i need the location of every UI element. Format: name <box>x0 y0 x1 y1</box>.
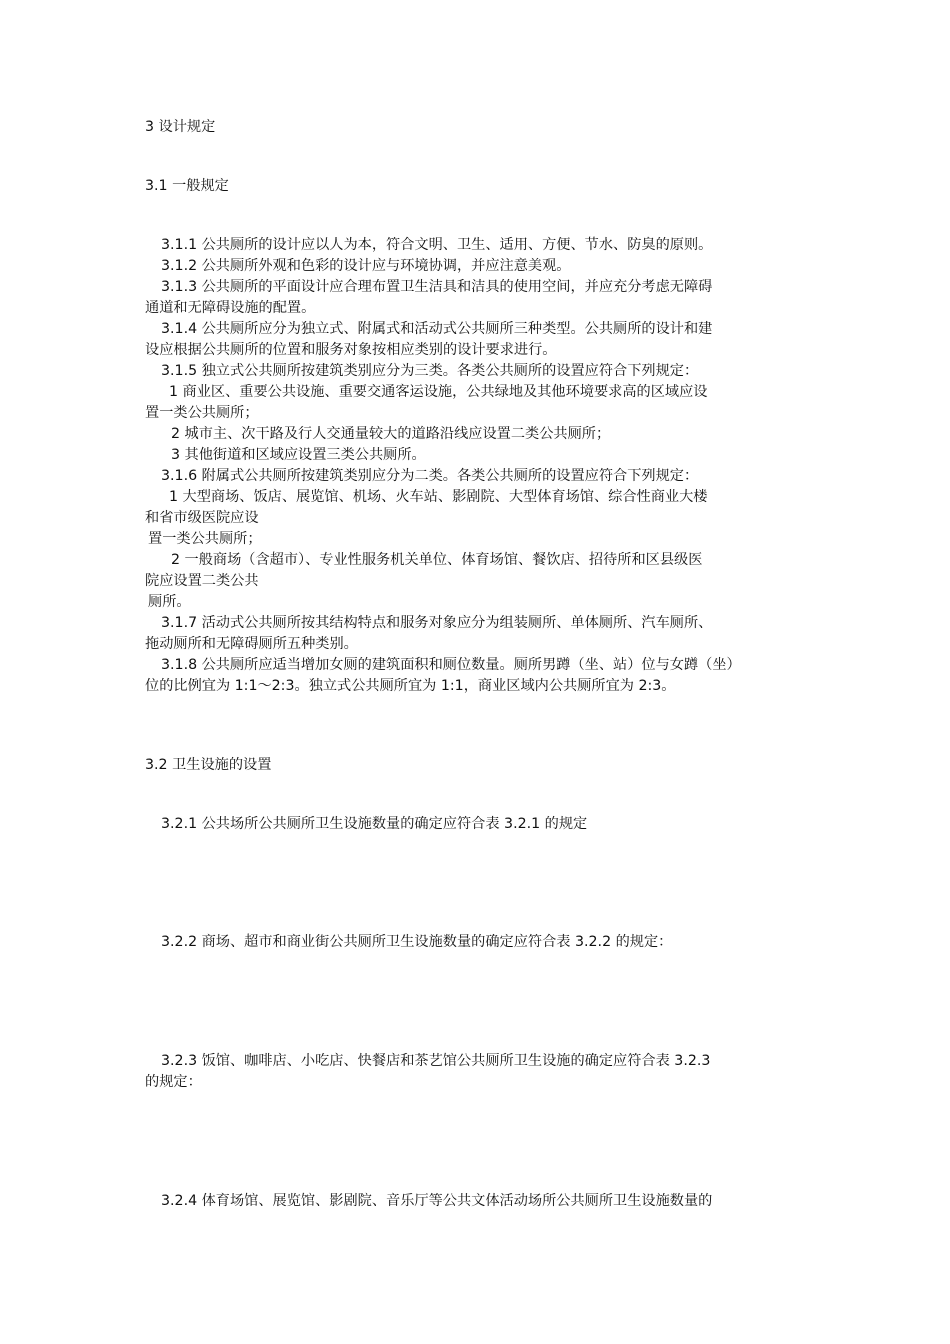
clause-3-1-5-item-2: 2 城市主、次干路及行人交通量较大的道路沿线应设置二类公共厕所； <box>171 426 611 442</box>
clause-3-2-4-text: 3.2.4 体育场馆、展览馆、影剧院、音乐厅等公共文体活动场所公共厕所卫生设施数量的 <box>161 1193 713 1209</box>
clause-3-1-8: 3.1.8 公共厕所应适当增加女厕的建筑面积和厕位数量。厕所男蹲（坐、站）位与女蹲（坐） <box>161 657 741 673</box>
clause-3-1-3-cont: 通道和无障碍设施的配置。 <box>145 300 316 316</box>
clause-3-1-2: 3.1.2 公共厕所外观和色彩的设计应与环境协调，并应注意美观。 <box>161 258 571 274</box>
clause-3-2-3-text: 3.2.3 饭馆、咖啡店、小吃店、快餐店和茶艺馆公共厕所卫生设施的确定应符合表 3.2.3 <box>161 1053 711 1069</box>
general-provisions <box>145 235 811 697</box>
section-heading-3-2: 3.2 卫生设施的设置 <box>145 757 272 773</box>
clause-3-1-5-item-1: 1 商业区、重要公共设施、重要交通客运设施，公共绿地及其他环境要求高的区域应设 <box>169 384 708 400</box>
clause-3-1-3: 3.1.3 公共厕所的平面设计应合理布置卫生洁具和洁具的使用空间，并应充分考虑无障碍 <box>161 279 713 295</box>
clause-3-2-3-cont: 的规定： <box>145 1074 202 1090</box>
clause-3-1-7: 3.1.7 活动式公共厕所按其结构特点和服务对象应分为组装厕所、单体厕所、汽车厕所、 <box>161 615 713 631</box>
clause-3-1-6-item-2: 2 一般商场（含超市）、专业性服务机关单位、体育场馆、餐饮店、招待所和区县级医 <box>171 552 703 568</box>
clause-3-1-6-item-2-cont: 院应设置二类公共 <box>145 573 259 589</box>
clause-3-1-5-item-1-cont: 置一类公共厕所； <box>145 405 259 421</box>
clause-3-1-6-item-1: 1 大型商场、饭店、展览馆、机场、火车站、影剧院、大型体育场馆、综合性商业大楼 <box>169 489 708 505</box>
clause-3-1-6-item-2-cont2: 厕所。 <box>148 594 191 610</box>
clause-3-1-6-item-1-cont: 和省市级医院应设 <box>145 510 259 526</box>
clause-3-1-6-item-1-cont2: 置一类公共厕所； <box>148 531 262 547</box>
clause-3-1-5-item-3: 3 其他街道和区域应设置三类公共厕所。 <box>171 447 426 463</box>
clause-3-2-2-text: 3.2.2 商场、超市和商业街公共厕所卫生设施数量的确定应符合表 3.2.2 的规定： <box>161 934 673 950</box>
clause-3-1-5: 3.1.5 独立式公共厕所按建筑类别应分为三类。各类公共厕所的设置应符合下列规定： <box>161 363 699 379</box>
section-heading-3-1: 3.1 一般规定 <box>145 178 229 194</box>
clause-3-1-8-cont: 位的比例宜为 1:1～2:3。独立式公共厕所宜为 1:1，商业区域内公共厕所宜为 2:3。 <box>145 678 676 694</box>
clause-3-1-4: 3.1.4 公共厕所应分为独立式、附属式和活动式公共厕所三种类型。公共厕所的设计和建 <box>161 321 713 337</box>
clause-3-1-1: 3.1.1 公共厕所的设计应以人为本，符合文明、卫生、适用、方便、节水、防臭的原则。 <box>161 237 713 253</box>
clause-3-1-4-cont: 设应根据公共厕所的位置和服务对象按相应类别的设计要求进行。 <box>145 342 557 358</box>
clause-3-2-4 <box>145 1191 811 1212</box>
clause-3-2-1 <box>145 814 811 835</box>
section-heading-3: 3 设计规定 <box>145 119 216 135</box>
clause-3-2-2 <box>145 932 811 953</box>
clause-3-2-1-text: 3.2.1 公共场所公共厕所卫生设施数量的确定应符合表 3.2.1 的规定 <box>161 816 588 832</box>
clause-3-1-6: 3.1.6 附属式公共厕所按建筑类别应分为二类。各类公共厕所的设置应符合下列规定： <box>161 468 699 484</box>
clause-3-2-3 <box>145 1051 811 1093</box>
clause-3-1-7-cont: 拖动厕所和无障碍厕所五种类别。 <box>145 636 358 652</box>
